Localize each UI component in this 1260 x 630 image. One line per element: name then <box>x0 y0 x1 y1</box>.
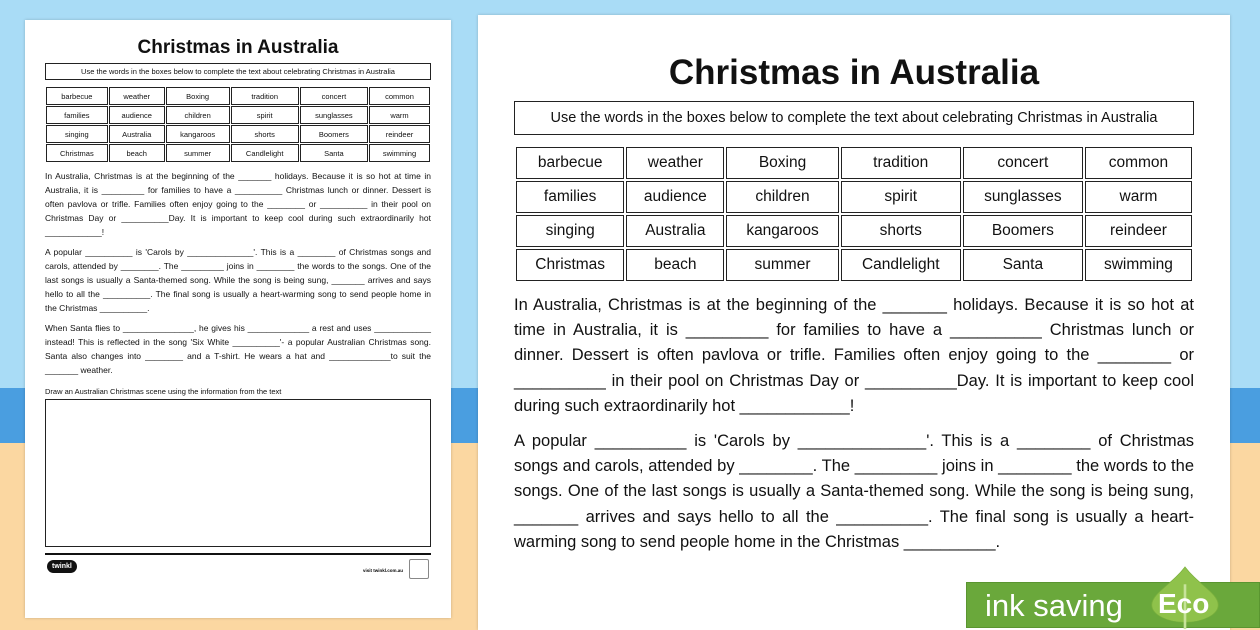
word-cell: summer <box>726 249 838 281</box>
instruction-box: Use the words in the boxes below to complete the text about celebrating Christmas in Australia <box>514 101 1194 135</box>
quality-badge-icon <box>409 559 429 579</box>
draw-prompt: Draw an Australian Christmas scene using the information from the text <box>45 387 282 396</box>
footer <box>45 553 431 581</box>
word-cell: shorts <box>841 215 961 247</box>
word-cell: shorts <box>231 125 299 143</box>
word-cell: summer <box>166 144 230 162</box>
word-cell: singing <box>516 215 624 247</box>
word-cell: warm <box>369 106 430 124</box>
word-cell: Boomers <box>300 125 368 143</box>
word-cell: audience <box>626 181 724 213</box>
instruction-box: Use the words in the boxes below to complete the text about celebrating Christmas in Australia <box>45 63 431 80</box>
word-bank-row <box>516 147 1192 179</box>
eco-label: Eco <box>1158 588 1210 619</box>
word-cell: barbecue <box>46 87 108 105</box>
word-cell: Australia <box>626 215 724 247</box>
word-cell: warm <box>1085 181 1192 213</box>
paragraph: In Australia, Christmas is at the beginning of the _______ holidays. Because it is so hot at time in Australia, it is _________ for families to have a __________ Christmas lunch or dinner. Dessert is often pavlova or trifle. Families often enjoy going to the ________ or __________ in their pool on Christmas Day or __________Day. It is important to keep cool during such extraordinarily hot ____________! <box>45 171 431 237</box>
word-cell: weather <box>109 87 165 105</box>
word-bank-row <box>516 249 1192 281</box>
word-cell: reindeer <box>369 125 430 143</box>
drawing-box <box>45 399 431 547</box>
word-cell: spirit <box>841 181 961 213</box>
word-cell: beach <box>626 249 724 281</box>
word-cell: Santa <box>963 249 1083 281</box>
word-cell: children <box>166 106 230 124</box>
word-bank-row <box>46 125 430 143</box>
word-cell: singing <box>46 125 108 143</box>
word-bank <box>45 86 431 163</box>
twinkl-logo: twinkl <box>47 560 77 573</box>
worksheet-title: Christmas in Australia <box>137 37 339 58</box>
word-cell: common <box>369 87 430 105</box>
word-cell: sunglasses <box>963 181 1083 213</box>
word-cell: Boomers <box>963 215 1083 247</box>
paragraph: A popular __________ is 'Carols by ______________'. This is a ________ of Christmas songs and carols, attended by ________. The _________ joins in ________ the words to the songs. One of the last songs is usually a Santa-themed song. While the song is being sung, _______ arrives and says hello to all the __________. The final song is usually a heart-warming song to send people home in the Christmas __________. <box>45 247 431 313</box>
word-cell: common <box>1085 147 1192 179</box>
word-cell: sunglasses <box>300 106 368 124</box>
word-cell: beach <box>109 144 165 162</box>
word-bank-row <box>516 181 1192 213</box>
word-cell: swimming <box>1085 249 1192 281</box>
paragraph: In Australia, Christmas is at the beginning of the _______ holidays. Because it is so hot at time in Australia, it is _________ for families to have a __________ Christmas lunch or dinner. Dessert is often pavlova or trifle. Families often enjoy going to the ________ or __________ in their pool on Christmas Day or __________Day. It is important to keep cool during such extraordinarily hot ____________! <box>514 296 1194 415</box>
word-cell: concert <box>300 87 368 105</box>
word-cell: spirit <box>231 106 299 124</box>
word-cell: families <box>46 106 108 124</box>
word-bank-row <box>516 215 1192 247</box>
word-cell: swimming <box>369 144 430 162</box>
word-cell: families <box>516 181 624 213</box>
word-cell: Australia <box>109 125 165 143</box>
word-cell: Candlelight <box>231 144 299 162</box>
word-bank-row <box>46 87 430 105</box>
word-cell: reindeer <box>1085 215 1192 247</box>
ink-saving-label: ink saving <box>985 588 1123 623</box>
word-bank-row <box>46 144 430 162</box>
word-cell: children <box>726 181 838 213</box>
word-cell: tradition <box>841 147 961 179</box>
word-cell: Boxing <box>726 147 838 179</box>
worksheet-page-zoomed <box>478 15 1230 630</box>
paragraph: A popular __________ is 'Carols by ______________'. This is a ________ of Christmas songs and carols, attended by ________. The _________ joins in ________ the words to the songs. One of the last songs is usually a Santa-themed song. While the song is being sung, _______ arrives and says hello to all the __________. The final song is usually a heart-warming song to send people home in the Christmas __________. <box>514 432 1194 551</box>
word-cell: Boxing <box>166 87 230 105</box>
word-cell: Candlelight <box>841 249 961 281</box>
word-bank-row <box>46 106 430 124</box>
visit-link: visit twinkl.com.au <box>362 568 403 573</box>
paragraph: When Santa flies to _______________, he gives his _____________ a rest and uses ____________ instead! This is reflected in the song 'Six White __________'- a popular Australian Christmas song. Santa also changes into ________ and a T-shirt. He wears a hat and _____________to suit the _______ weather. <box>45 323 431 375</box>
word-cell: barbecue <box>516 147 624 179</box>
word-bank <box>514 145 1194 283</box>
word-cell: weather <box>626 147 724 179</box>
word-cell: Santa <box>300 144 368 162</box>
word-cell: kangaroos <box>166 125 230 143</box>
word-cell: Christmas <box>46 144 108 162</box>
word-cell: kangaroos <box>726 215 838 247</box>
word-cell: concert <box>963 147 1083 179</box>
word-cell: tradition <box>231 87 299 105</box>
worksheet-page-preview <box>25 20 451 618</box>
word-cell: audience <box>109 106 165 124</box>
word-cell: Christmas <box>516 249 624 281</box>
worksheet-title: Christmas in Australia <box>668 53 1040 92</box>
